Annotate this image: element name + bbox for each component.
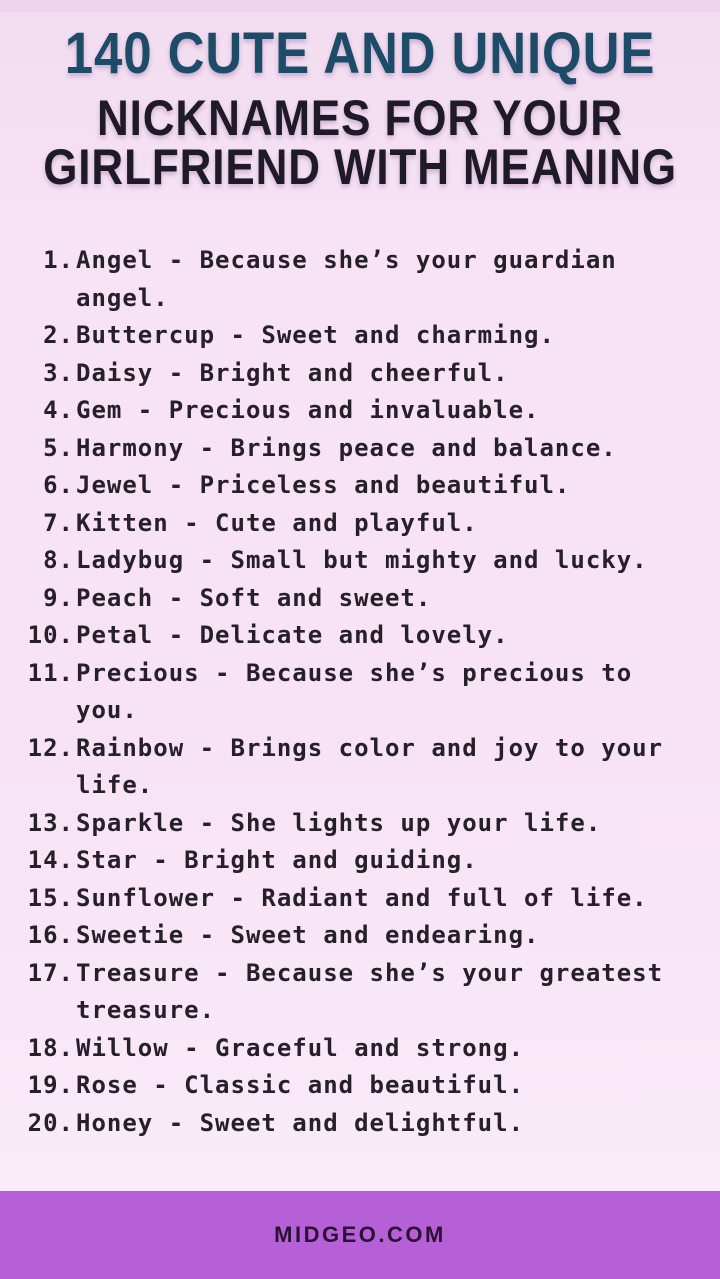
item-text: Kitten - Cute and playful.	[76, 508, 478, 537]
item-number: 6.	[43, 471, 74, 499]
item-number: 4.	[43, 396, 74, 424]
list-item	[26, 730, 720, 805]
item-text: Harmony - Brings peace and balance.	[76, 433, 617, 462]
title-main-line2: GIRLFRIEND WITH MEANING	[43, 139, 677, 195]
item-text: Ladybug - Small but mighty and lucky.	[76, 546, 648, 574]
top-strip	[0, 0, 720, 12]
title-main	[43, 90, 677, 195]
list-item	[26, 955, 720, 1030]
list-item	[26, 430, 720, 468]
item-text: Star - Bright and guiding.	[76, 846, 478, 874]
item-text: Sparkle - She lights up your life.	[76, 808, 602, 837]
item-number: 13.	[27, 808, 74, 837]
item-text: Petal - Delicate and lovely.	[76, 621, 509, 649]
title-accent-line: 140 CUTE AND UNIQUE	[64, 21, 656, 86]
item-text: Angel - Because she’s your guardian angel.	[76, 246, 617, 312]
item-number: 12.	[27, 733, 74, 762]
item-number: 2.	[43, 321, 74, 349]
item-number: 1.	[43, 246, 74, 274]
list-item	[26, 1030, 720, 1068]
list-item	[26, 317, 720, 355]
list-item	[26, 1067, 720, 1105]
item-number: 17.	[27, 958, 74, 987]
item-text: Sweetie - Sweet and endearing.	[76, 921, 540, 949]
footer	[0, 1191, 720, 1279]
item-text: Willow - Graceful and strong.	[76, 1033, 525, 1062]
item-number: 9.	[43, 583, 74, 612]
item-text: Peach - Soft and sweet.	[76, 583, 432, 612]
list-item	[26, 542, 720, 580]
list-item	[26, 242, 720, 317]
list-item	[26, 580, 720, 618]
item-number: 18.	[27, 1033, 74, 1062]
item-text: Treasure - Because she’s your greatest treasure.	[76, 958, 664, 1024]
item-number: 19.	[27, 1071, 74, 1099]
list-item	[26, 355, 720, 393]
list-item	[26, 805, 720, 843]
list-item	[26, 917, 720, 955]
item-text: Honey - Sweet and delightful.	[76, 1108, 525, 1137]
nickname-list	[0, 242, 720, 1142]
item-text: Daisy - Bright and cheerful.	[76, 358, 509, 387]
item-number: 15.	[27, 883, 74, 912]
item-number: 10.	[27, 621, 74, 649]
item-text: Rainbow - Brings color and joy to your life.	[76, 733, 664, 799]
list-item	[26, 505, 720, 543]
list-item	[26, 392, 720, 430]
title-main-line1: NICKNAMES FOR YOUR	[97, 90, 623, 146]
item-number: 3.	[43, 358, 74, 387]
item-number: 20.	[27, 1108, 74, 1137]
item-number: 14.	[27, 846, 74, 874]
list-item	[26, 1105, 720, 1143]
list-item	[26, 842, 720, 880]
item-text: Buttercup - Sweet and charming.	[76, 321, 555, 349]
item-number: 8.	[43, 546, 74, 574]
item-text: Sunflower - Radiant and full of life.	[76, 883, 648, 912]
item-number: 5.	[43, 433, 74, 462]
header	[0, 0, 720, 195]
item-number: 16.	[27, 921, 74, 949]
item-text: Jewel - Priceless and beautiful.	[76, 471, 571, 499]
item-text: Gem - Precious and invaluable.	[76, 396, 540, 424]
item-text: Precious - Because she’s precious to you.	[76, 658, 633, 724]
list-item	[26, 655, 720, 730]
item-number: 11.	[27, 658, 74, 687]
item-text: Rose - Classic and beautiful.	[76, 1071, 525, 1099]
list-item	[26, 880, 720, 918]
list-item	[26, 617, 720, 655]
site-name: MIDGEO.COM	[274, 1222, 446, 1247]
list-item	[26, 467, 720, 505]
item-number: 7.	[43, 508, 74, 537]
